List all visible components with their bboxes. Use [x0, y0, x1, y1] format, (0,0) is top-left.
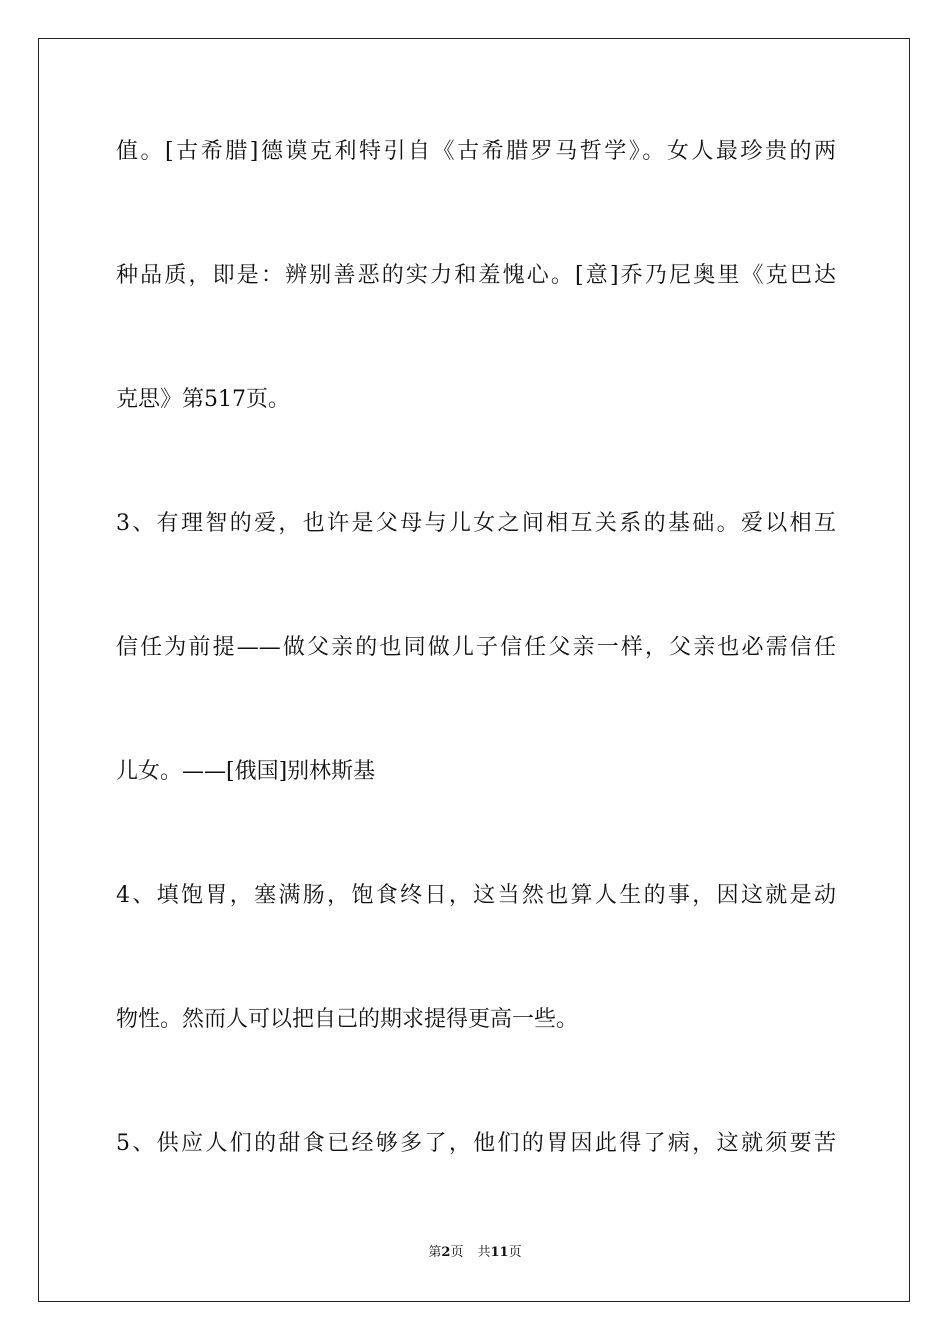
page-border: [38, 38, 910, 1302]
text-line-4: 3、有理智的爱，也许是父母与儿女之间相互关系的基础。爱以相互: [116, 511, 836, 536]
text-line-5: 信任为前提——做父亲的也同做儿子信任父亲一样，父亲也必需信任: [116, 635, 836, 660]
footer-page-suffix: 页: [450, 1245, 464, 1260]
text-line-2: 种品质，即是：辨别善恶的实力和羞愧心。[意]乔乃尼奥里《克巴达: [116, 263, 836, 288]
text-line-9: 5、供应人们的甜食已经够多了，他们的胃因此得了病，这就须要苦: [116, 1131, 836, 1156]
page-footer: [0, 1244, 950, 1262]
footer-page-number: 2: [441, 1245, 451, 1260]
text-line-8: 物性。然而人可以把自己的期求提得更高一些。: [116, 1007, 579, 1032]
footer-total-prefix: 共: [477, 1245, 491, 1260]
text-line-3: 克思》第517页。: [116, 387, 290, 412]
text-line-1: 值。[古希腊]德谟克利特引自《古希腊罗马哲学》。女人最珍贵的两: [116, 139, 836, 164]
footer-total-suffix: 页: [508, 1245, 522, 1260]
footer-total-pages: 11: [490, 1245, 509, 1260]
text-line-7: 4、填饱胃，塞满肠，饱食终日，这当然也算人生的事，因这就是动: [116, 883, 836, 908]
text-line-6: 儿女。——[俄国]别林斯基: [116, 759, 376, 784]
footer-page-prefix: 第: [428, 1245, 442, 1260]
